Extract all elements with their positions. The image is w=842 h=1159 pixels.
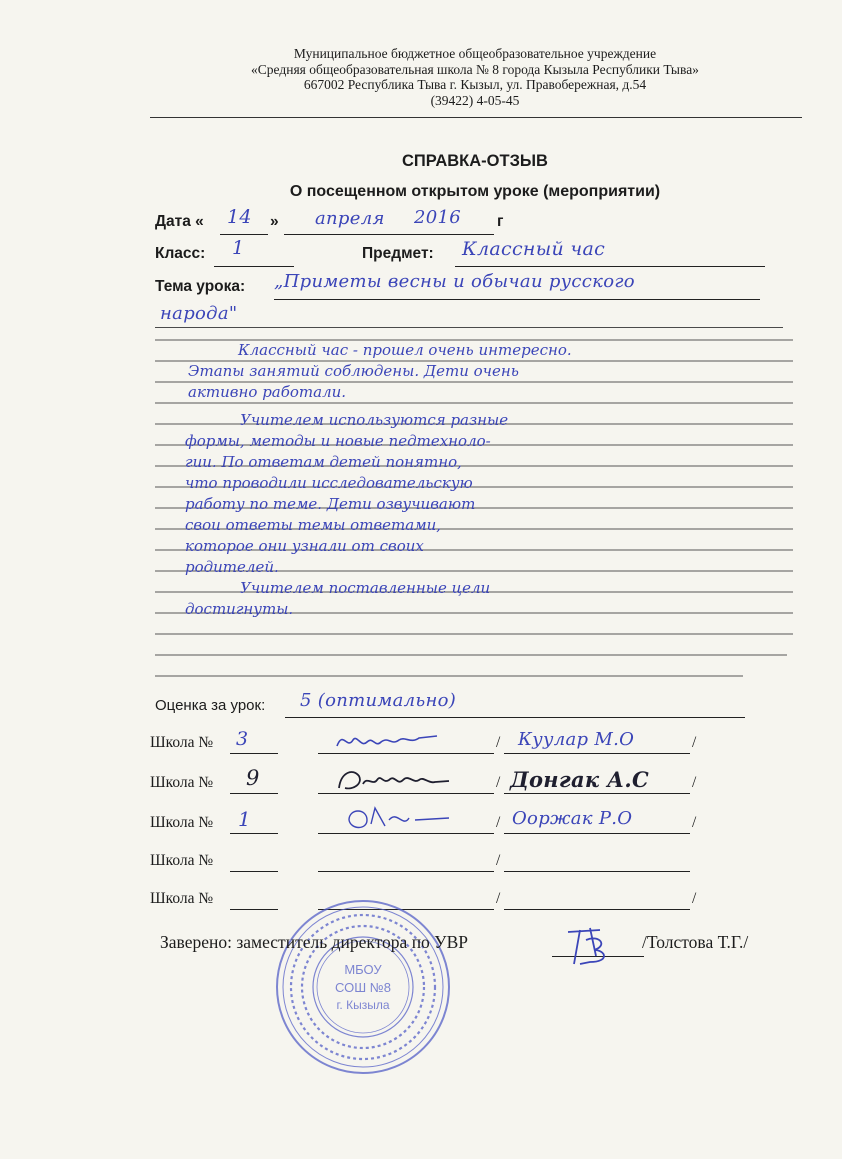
review-line: Учителем используются разные — [240, 411, 509, 429]
school-label: Школа № — [150, 890, 214, 907]
topic-underline-2 — [155, 327, 783, 328]
school-number: 9 — [246, 766, 260, 790]
school-label: Школа № — [150, 774, 214, 791]
review-line: достигнуты. — [185, 600, 294, 618]
document-title: СПРАВКА-ОТЗЫВ — [402, 152, 548, 170]
signature — [333, 762, 453, 796]
school-separator: / — [496, 774, 501, 791]
certified-name: /Толстова Т.Г./ — [642, 932, 749, 952]
review-line: формы, методы и новые педтехноло- — [185, 432, 491, 450]
name-underline — [504, 852, 690, 872]
topic-label: Тема урока: — [155, 278, 246, 295]
school-row-end: / — [692, 774, 697, 791]
seal-center-line-2: СОШ №8 — [335, 980, 391, 995]
date-month: апреля — [315, 208, 385, 229]
school-row-end: / — [692, 890, 697, 907]
seal-stamp-graphic — [272, 896, 454, 1078]
org-header — [150, 46, 800, 108]
topic-line-2: народа" — [160, 303, 238, 324]
school-number: 3 — [236, 728, 249, 750]
phone-line: (39422) 4-05-45 — [430, 92, 520, 108]
subject-value: Классный час — [462, 238, 606, 260]
date-label-mid: » — [270, 213, 279, 230]
school-row — [150, 766, 710, 798]
header-divider — [150, 117, 802, 118]
school-separator: / — [496, 734, 501, 751]
document-subtitle: О посещенном открытом уроке (мероприятии) — [289, 183, 661, 200]
signature — [333, 726, 443, 756]
school-name-line: «Средняя общеобразовательная школа № 8 города Кызыла Республики Тыва» — [251, 61, 699, 77]
deputy-director-signature — [560, 920, 630, 968]
review-line: активно работали. — [188, 383, 347, 401]
seal-center-line-1: МБОУ — [344, 962, 382, 977]
address-line: 667002 Республика Тыва г. Кызыл, ул. Правобережная, д.54 — [303, 77, 647, 92]
review-line: родителей. — [185, 558, 279, 576]
date-day: 14 — [227, 206, 252, 228]
teacher-name: Куулар М.О — [518, 729, 635, 750]
review-line: гии. По ответам детей понятно, — [185, 453, 462, 471]
school-label: Школа № — [150, 734, 214, 751]
school-row-end: / — [692, 814, 697, 831]
school-separator: / — [496, 890, 501, 907]
school-row — [150, 807, 710, 838]
subject-label: Предмет: — [362, 245, 434, 262]
signature — [345, 802, 455, 834]
school-label: Школа № — [150, 852, 214, 869]
school-separator: / — [496, 814, 501, 831]
grade-label: Оценка за урок: — [155, 697, 266, 714]
review-line: Учителем поставленные цели — [240, 579, 491, 597]
school-label: Школа № — [150, 814, 214, 831]
review-line: которое они узнали от своих — [185, 537, 424, 555]
school-row — [150, 850, 710, 876]
review-line: свои ответы темы ответами, — [185, 516, 442, 534]
teacher-name: Ооржак Р.О — [512, 808, 633, 829]
name-underline — [504, 890, 690, 910]
school-separator: / — [496, 852, 501, 869]
review-line: что проводили исследовательскую — [185, 474, 473, 492]
review-line: Классный час - прошел очень интересно. — [238, 341, 572, 359]
topic-line-1: „Приметы весны и обычаи русского — [274, 271, 635, 292]
seal-center-line-3: г. Кызыла — [336, 998, 390, 1012]
school-seal — [272, 896, 454, 1078]
date-year: 2016 — [414, 207, 462, 228]
org-name-line: Муниципальное бюджетное общеобразовательное учреждение — [293, 46, 657, 61]
teacher-name: Донгак А.С — [510, 767, 650, 792]
school-row-end: / — [692, 734, 697, 751]
date-label-open: Дата « — [155, 213, 204, 230]
review-line: Этапы занятий соблюдены. Дети очень — [188, 362, 519, 380]
school-number-underline — [230, 890, 278, 910]
class-underline — [214, 246, 294, 267]
school-row — [150, 728, 710, 758]
class-value: 1 — [232, 237, 245, 259]
date-label-year: г — [497, 213, 504, 230]
signature-underline — [318, 852, 494, 872]
class-label: Класс: — [155, 245, 206, 262]
certified-label: Заверено: заместитель директора по УВР — [160, 932, 468, 952]
school-number: 1 — [238, 807, 252, 831]
review-line: работу по теме. Дети озвучивают — [185, 495, 476, 513]
school-number-underline — [230, 852, 278, 872]
grade-value: 5 (оптимально) — [300, 690, 457, 711]
